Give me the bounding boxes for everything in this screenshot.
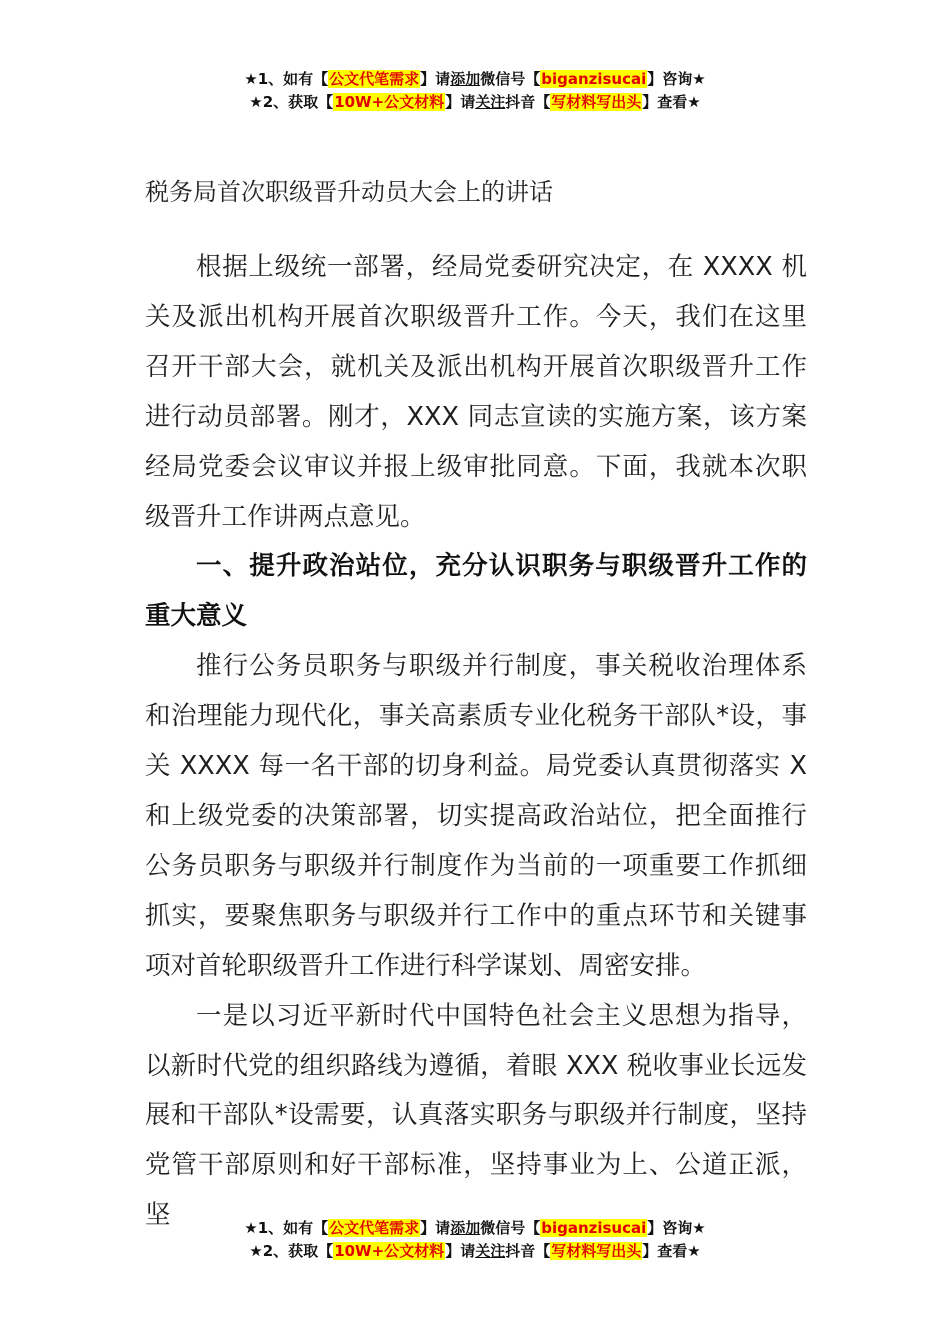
promo-highlight: 10W+公文材料 [334, 93, 445, 111]
promo-underlined-text: 关注 [475, 1242, 506, 1260]
document-body [145, 243, 807, 1241]
document-title: 税务局首次职级晋升动员大会上的讲话 [145, 178, 553, 206]
promo-underlined-text: 添加 [450, 1219, 481, 1237]
promo-highlight: 10W+公文材料 [334, 1242, 445, 1260]
promo-text: 】查看★ [642, 1242, 701, 1260]
promo-douyin-account: 写材料写出头 [551, 93, 642, 111]
promo-text: 】查看★ [642, 93, 701, 111]
paragraph-point-1: 一是以习近平新时代中国特色社会主义思想为指导，以新时代党的组织路线为遵循，着眼 XXX 税收事业长远发展和干部队*设需要，认真落实职务与职级并行制度，坚持党管干部原则和好干部标准，坚持事业为上、公道正派，坚 [145, 1000, 807, 1231]
paragraph-significance: 推行公务员职务与职级并行制度，事关税收治理体系和治理能力现代化，事关高素质专业化税务干部队*设，事关 XXXX 每一名干部的切身利益。局党委认真贯彻落实 X 和上级党委的决策部署，切实提高政治站位，把全面推行公务员职务与职级并行制度作为当前的一项重要工作抓细抓实，要聚焦职务与职级并行工作中的重点环节和关键事项对首轮职级晋升工作进行科学谋划、周密安排。 [145, 651, 807, 981]
promo-wechat-id: biganzisucai [541, 70, 647, 88]
promo-text: 抖音【 [505, 93, 551, 111]
promo-wechat-id: biganzisucai [541, 1219, 647, 1237]
promo-highlight: 公文代笔需求 [329, 70, 420, 88]
promo-line-2 [0, 91, 950, 114]
promo-text: 微信号【 [480, 70, 541, 88]
promo-text: ★1、如有【 [244, 70, 329, 88]
promo-line-1 [0, 68, 950, 91]
promo-text: 微信号【 [480, 1219, 541, 1237]
promo-text: ★1、如有【 [244, 1219, 329, 1237]
top-promo-banner [0, 68, 950, 114]
promo-highlight: 公文代笔需求 [329, 1219, 420, 1237]
bottom-promo-banner [0, 1217, 950, 1263]
promo-underlined-text: 添加 [450, 70, 481, 88]
promo-text: 】请 [445, 93, 476, 111]
section-heading-1: 一、提升政治站位，充分认识职务与职级晋升工作的重大意义 [145, 551, 807, 632]
promo-text: 】咨询★ [647, 1219, 706, 1237]
promo-text: 】咨询★ [647, 70, 706, 88]
promo-text: 抖音【 [505, 1242, 551, 1260]
promo-text: ★2、获取【 [249, 93, 334, 111]
paragraph-intro: 根据上级统一部署，经局党委研究决定，在 XXXX 机关及派出机构开展首次职级晋升工作。今天，我们在这里召开干部大会，就机关及派出机构开展首次职级晋升工作进行动员部署。刚才，XXX 同志宣读的实施方案，该方案经局党委会议审议并报上级审批同意。下面，我就本次职级晋升工作讲两点意见。 [145, 252, 807, 532]
promo-line-2 [0, 1240, 950, 1263]
promo-text: ★2、获取【 [249, 1242, 334, 1260]
promo-text: 】请 [420, 1219, 451, 1237]
promo-line-1 [0, 1217, 950, 1240]
promo-douyin-account: 写材料写出头 [551, 1242, 642, 1260]
promo-text: 】请 [445, 1242, 476, 1260]
promo-text: 】请 [420, 70, 451, 88]
promo-underlined-text: 关注 [475, 93, 506, 111]
